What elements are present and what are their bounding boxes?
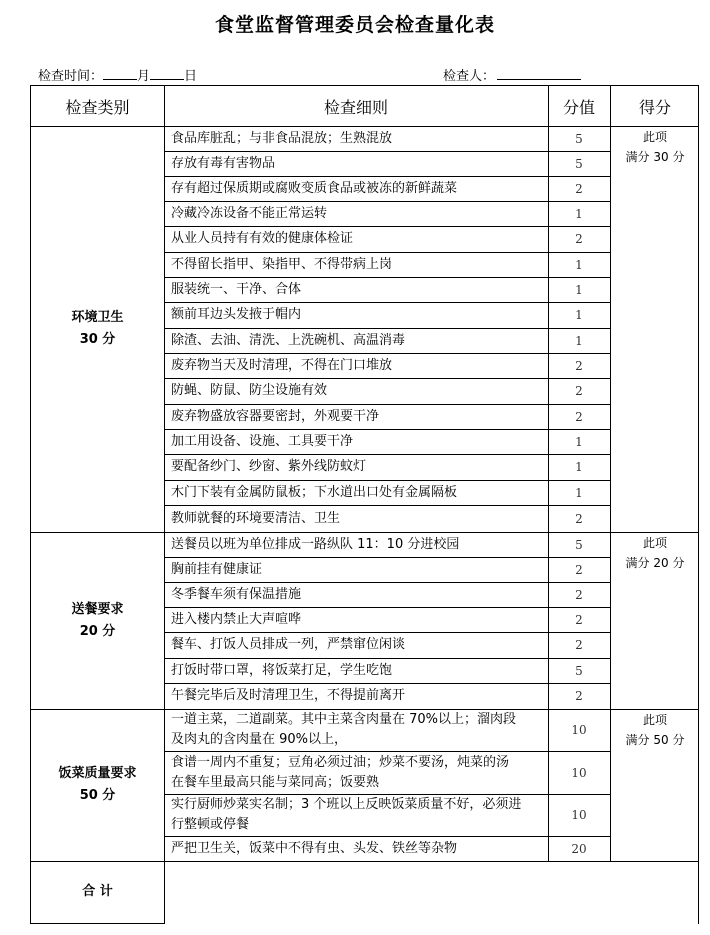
criterion-points: 10 bbox=[571, 765, 587, 780]
criterion-points: 1 bbox=[575, 257, 583, 272]
criterion-points: 20 bbox=[571, 841, 587, 856]
inspector-field bbox=[443, 65, 581, 84]
criterion-item bbox=[164, 709, 548, 751]
criterion-line: 在餐车里最高只能与菜同高；饭要熟 bbox=[171, 774, 380, 790]
month-label: 月 bbox=[137, 69, 151, 84]
criterion-points: 5 bbox=[575, 663, 583, 678]
inspection-table bbox=[30, 85, 699, 924]
criterion-points: 10 bbox=[571, 808, 587, 822]
criterion-points: 1 bbox=[575, 206, 583, 221]
inspector-label: 检查人： bbox=[443, 69, 496, 84]
criterion-item: 打饭时带口罩，将饭菜打足，学生吃饱 bbox=[171, 662, 393, 678]
criterion-item: 冬季餐车须有保温措施 bbox=[171, 586, 302, 602]
criterion-points: 2 bbox=[575, 358, 583, 373]
criterion-points: 5 bbox=[575, 156, 583, 171]
criterion-line: 行整顿或停餐 bbox=[171, 817, 250, 832]
score-note: 此项 bbox=[642, 713, 667, 727]
criterion-item: 午餐完毕后及时清理卫生，不得提前离开 bbox=[171, 688, 406, 703]
criterion-points: 2 bbox=[575, 384, 583, 398]
inspection-date bbox=[38, 65, 197, 84]
criterion-item: 送餐员以班为单位排成一路纵队 11：10 分进校园 bbox=[171, 536, 460, 552]
criterion-item: 严把卫生关，饭菜中不得有虫、头发、铁丝等杂物 bbox=[171, 840, 458, 856]
criterion-item: 进入楼内禁止大声喧哗 bbox=[171, 611, 302, 627]
criterion-item: 冷藏冷冻设备不能正常运转 bbox=[171, 205, 328, 221]
score-note: 此项 bbox=[642, 130, 667, 144]
criterion-points: 2 bbox=[575, 511, 583, 526]
criterion-points: 10 bbox=[571, 723, 587, 737]
score-cell-delivery[interactable] bbox=[610, 532, 700, 709]
date-label: 检查时间： bbox=[38, 69, 104, 84]
criterion-line: 实行厨师炒菜实名制；3 个班以上反映饭菜质量不好，必须进 bbox=[171, 797, 522, 812]
score-cell-environment[interactable] bbox=[610, 126, 700, 532]
criterion-item: 存放有毒有害物品 bbox=[171, 155, 276, 171]
criterion-points: 1 bbox=[575, 308, 583, 322]
criterion-points: 1 bbox=[575, 282, 583, 297]
criterion-points: 1 bbox=[575, 485, 583, 500]
criterion-item: 防蝇、防鼠、防尘设施有效 bbox=[171, 383, 328, 398]
total-label: 合 计 bbox=[82, 884, 113, 899]
score-cell-food-quality[interactable] bbox=[610, 709, 700, 861]
category-subtotal: 50 分 bbox=[79, 788, 116, 803]
criterion-line: 一道主菜，二道副菜。其中主菜含肉量在 70%以上；溜肉段 bbox=[171, 712, 517, 727]
category-name: 饭菜质量要求 bbox=[58, 766, 137, 781]
criterion-item: 餐车、打饭人员排成一列，严禁窜位闲谈 bbox=[171, 637, 406, 652]
criterion-item: 服装统一、干净、合体 bbox=[171, 281, 302, 297]
category-cell-food-quality bbox=[31, 709, 164, 861]
criterion-item: 加工用设备、设施、工具要干净 bbox=[171, 433, 354, 449]
criterion-points: 5 bbox=[575, 537, 583, 552]
criterion-points: 2 bbox=[575, 689, 583, 703]
total-value-cell[interactable] bbox=[165, 862, 698, 924]
criterion-item bbox=[164, 794, 548, 836]
criterion-points: 2 bbox=[575, 409, 583, 424]
criterion-item: 从业人员持有有效的健康体检证 bbox=[171, 231, 354, 246]
criterion-points: 2 bbox=[575, 181, 583, 196]
criterion-line: 食谱一周内不重复；豆角必须过油；炒菜不要汤，炖菜的汤 bbox=[171, 754, 510, 770]
criterion-item: 食品库脏乱；与非食品混放；生熟混放 bbox=[171, 130, 393, 146]
month-blank[interactable] bbox=[103, 67, 137, 80]
criterion-line: 及肉丸的含肉量在 90%以上， bbox=[171, 732, 348, 747]
score-max: 满分 50 分 bbox=[625, 733, 685, 747]
criterion-item: 胸前挂有健康证 bbox=[171, 561, 263, 577]
criterion-item: 不得留长指甲、染指甲、不得带病上岗 bbox=[171, 256, 393, 272]
day-label: 日 bbox=[184, 69, 198, 84]
criterion-points: 5 bbox=[575, 131, 583, 146]
header-detail: 检查细则 bbox=[323, 97, 388, 117]
day-blank[interactable] bbox=[150, 67, 184, 80]
inspector-blank[interactable] bbox=[497, 67, 581, 80]
criterion-points: 2 bbox=[575, 232, 583, 246]
criterion-points: 2 bbox=[575, 612, 583, 627]
criterion-item: 木门下装有金属防鼠板；下水道出口处有金属隔板 bbox=[171, 484, 458, 500]
score-note: 此项 bbox=[642, 536, 667, 550]
criterion-points: 1 bbox=[575, 434, 583, 449]
category-cell-environment bbox=[31, 126, 164, 532]
criterion-item bbox=[164, 751, 548, 794]
score-max: 满分 30 分 bbox=[625, 150, 685, 164]
criterion-item: 存有超过保质期或腐败变质食品或被冻的新鲜蔬菜 bbox=[171, 180, 458, 196]
form-title: 食堂监督管理委员会检查量化表 bbox=[214, 14, 495, 36]
criterion-points: 2 bbox=[575, 587, 583, 602]
header-category: 检查类别 bbox=[65, 97, 130, 117]
category-subtotal: 20 分 bbox=[79, 623, 116, 639]
criterion-item: 教师就餐的环境要清洁、卫生 bbox=[171, 510, 341, 526]
criterion-item: 额前耳边头发掖于帽内 bbox=[171, 307, 302, 322]
criterion-points: 2 bbox=[575, 562, 583, 577]
criterion-points: 1 bbox=[575, 460, 583, 474]
score-max: 满分 20 分 bbox=[625, 556, 685, 570]
criterion-points: 1 bbox=[575, 333, 583, 348]
criterion-item: 除渣、去油、清洗、上洗碗机、高温消毒 bbox=[171, 332, 406, 348]
header-points: 分值 bbox=[562, 97, 595, 117]
criterion-item: 废弃物当天及时清理，不得在门口堆放 bbox=[171, 357, 393, 373]
category-name: 送餐要求 bbox=[71, 601, 124, 617]
criterion-item: 废弃物盛放容器要密封，外观要干净 bbox=[171, 408, 380, 424]
criterion-points: 2 bbox=[575, 638, 583, 652]
category-name: 环境卫生 bbox=[71, 310, 124, 325]
criterion-item: 要配备纱门、纱窗、紫外线防蚊灯 bbox=[171, 459, 367, 474]
header-score: 得分 bbox=[638, 97, 671, 117]
category-subtotal: 30 分 bbox=[79, 332, 116, 347]
category-cell-delivery bbox=[31, 532, 164, 709]
